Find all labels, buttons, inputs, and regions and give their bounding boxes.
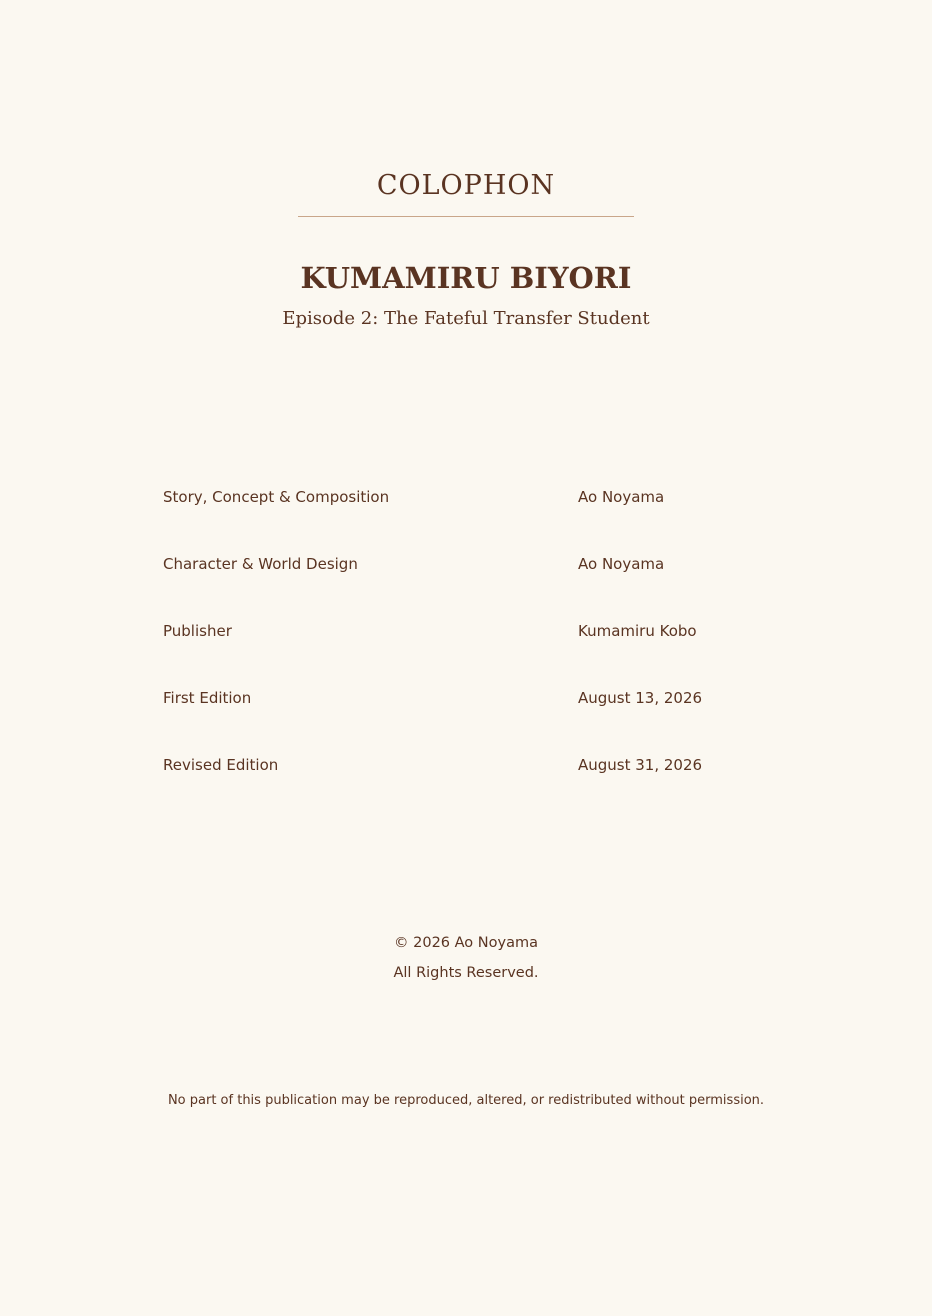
copyright-block — [0, 928, 932, 988]
credit-label: Character & World Design — [163, 555, 358, 573]
credit-label: Revised Edition — [163, 756, 279, 774]
credit-value: August 31, 2026 — [578, 756, 703, 774]
rights-reserved-line: All Rights Reserved. — [393, 965, 539, 981]
credit-label: Publisher — [163, 622, 232, 640]
episode-subtitle: Episode 2: The Fateful Transfer Student — [282, 308, 650, 329]
copyright-line: © 2026 Ao Noyama — [394, 935, 538, 951]
credit-row-revised-edition — [163, 752, 783, 819]
credit-row-design — [163, 551, 783, 618]
heading-divider — [298, 216, 634, 217]
credit-label: First Edition — [163, 689, 252, 707]
credit-value: August 13, 2026 — [578, 689, 703, 707]
credit-row-story — [163, 484, 783, 551]
colophon-heading: COLOPHON — [376, 170, 556, 201]
credits-table — [163, 484, 783, 819]
reproduction-notice: No part of this publication may be reproduced, altered, or redistributed without permission. — [167, 1093, 765, 1108]
credit-row-publisher — [163, 618, 783, 685]
credit-value: Ao Noyama — [578, 555, 665, 573]
credit-value: Ao Noyama — [578, 488, 665, 506]
credit-row-first-edition — [163, 685, 783, 752]
credit-label: Story, Concept & Composition — [163, 488, 390, 506]
book-title: KUMAMIRU BIYORI — [300, 261, 632, 295]
credit-value: Kumamiru Kobo — [578, 622, 697, 640]
